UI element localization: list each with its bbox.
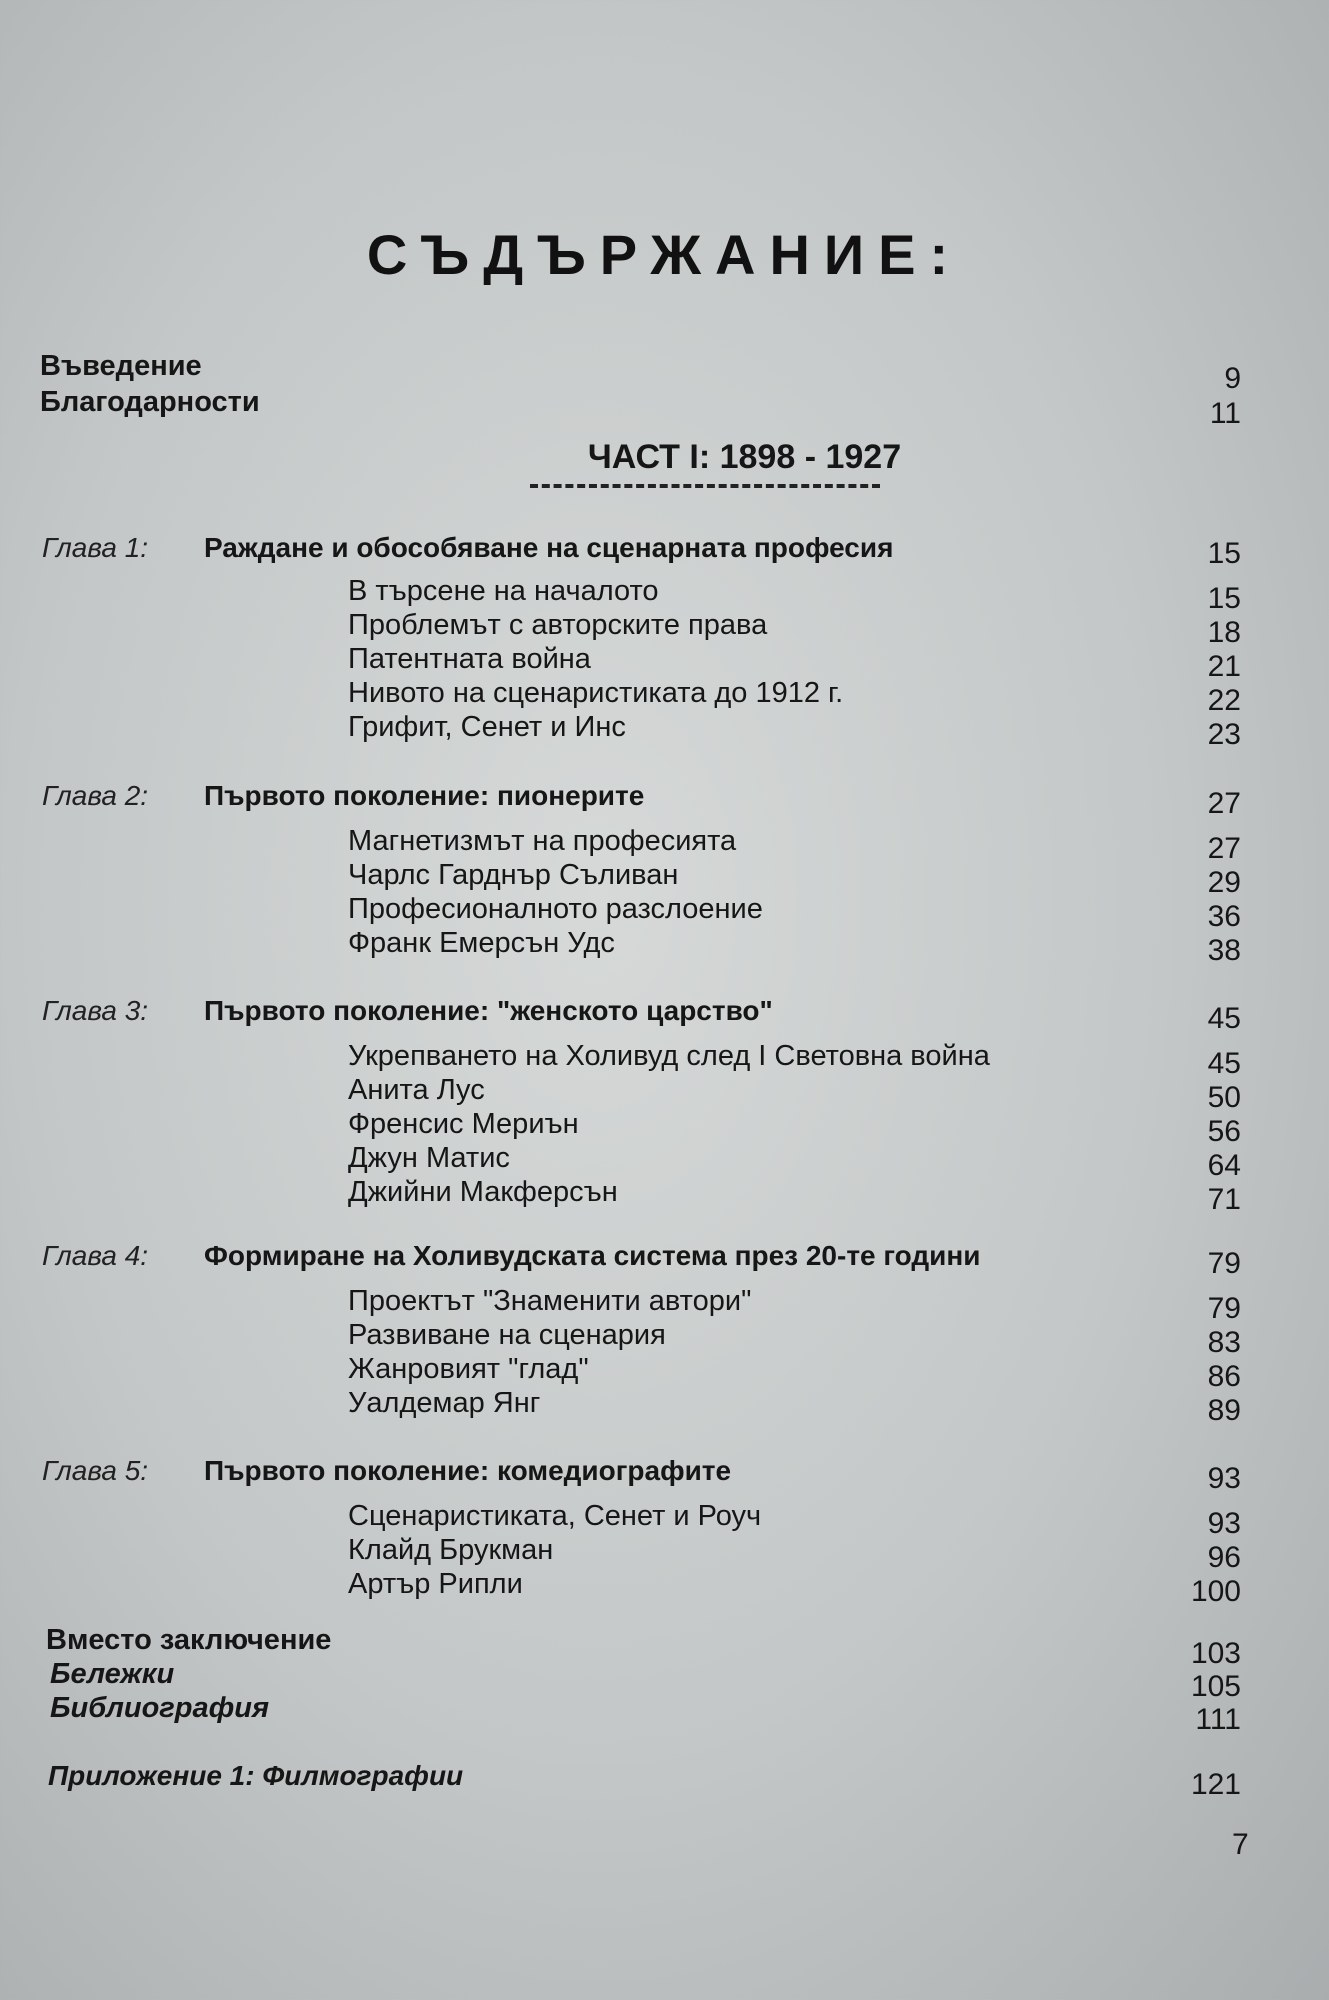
section-title: Джийни Макферсън [348,1176,618,1208]
section-title: Нивото на сценаристиката до 1912 г. [348,677,844,709]
section-page: 45 [1207,1047,1241,1080]
section-title: Клайд Брукман [348,1534,554,1566]
toc-back-label: Бележки [50,1658,175,1690]
toc-back-page: 103 [1190,1637,1241,1670]
chapter-page: 15 [1207,537,1241,570]
toc-front-label: Въведение [40,350,202,382]
toc-appendix-label: Приложение 1: Филмографии [48,1760,464,1791]
section-page: 56 [1207,1115,1241,1148]
section-page: 86 [1207,1360,1241,1393]
section-title: Артър Рипли [348,1568,523,1600]
section-page: 96 [1207,1541,1241,1574]
section-page: 83 [1207,1326,1241,1359]
chapter-title: Първото поколение: комедиографите [204,1455,732,1486]
chapter-title: Раждане и обособяване на сценарната професия [204,532,894,563]
toc-front-page: 9 [1224,362,1241,395]
section-title: Развиване на сценария [348,1319,666,1351]
toc-back-page: 105 [1190,1670,1241,1703]
chapter-page: 27 [1207,787,1241,820]
toc-back-label: Вместо заключение [46,1624,332,1656]
section-title: В търсене на началото [348,575,659,607]
section-title: Професионалното разслоение [348,893,763,925]
section-page: 89 [1207,1394,1241,1427]
section-page: 71 [1207,1183,1241,1216]
toc-back-label: Библиография [50,1692,270,1724]
section-title: Магнетизмът на професията [348,825,737,857]
section-title: Сценаристиката, Сенет и Роуч [348,1500,762,1532]
section-title: Чарлс Гарднър Съливан [348,859,679,891]
section-title: Джун Матис [348,1142,510,1174]
section-title: Проектът "Знаменити автори" [348,1285,752,1317]
chapter-label: Глава 4: [42,1240,149,1271]
section-title: Патентната война [348,643,591,675]
chapter-page: 93 [1207,1462,1241,1495]
chapter-title: Формиране на Холивудската система през 20-те години [204,1240,981,1271]
toc-appendix-page: 121 [1190,1768,1241,1801]
section-title: Уалдемар Янг [348,1387,541,1419]
section-page: 22 [1207,684,1241,717]
chapter-page: 79 [1207,1247,1241,1280]
section-page: 15 [1207,582,1241,615]
section-title: Френсис Мериън [348,1108,579,1140]
chapter-label: Глава 2: [42,780,149,811]
section-page: 100 [1190,1575,1241,1608]
section-page: 36 [1207,900,1241,933]
section-page: 23 [1207,718,1241,751]
section-title: Жанровият "глад" [348,1353,589,1385]
chapter-page: 45 [1207,1002,1241,1035]
section-title: Проблемът с авторските права [348,609,768,641]
section-title: Анита Лус [348,1074,485,1106]
page-number: 7 [1232,1828,1249,1861]
part-heading: ЧАСТ I: 1898 - 1927 [587,438,902,476]
section-page: 38 [1207,934,1241,967]
section-page: 50 [1207,1081,1241,1114]
section-page: 29 [1207,866,1241,899]
part-underline [530,484,880,488]
section-page: 64 [1207,1149,1241,1182]
chapter-label: Глава 1: [42,532,149,563]
chapter-title: Първото поколение: пионерите [204,780,645,811]
toc-front-page: 11 [1209,397,1241,430]
chapter-title: Първото поколение: "женското царство" [204,995,773,1026]
section-page: 79 [1207,1292,1241,1325]
toc-front-label: Благодарности [40,386,260,418]
section-title: Грифит, Сенет и Инс [348,711,626,743]
page-title: СЪДЪРЖАНИЕ: [366,223,963,286]
section-title: Укрепването на Холивуд след I Световна война [348,1040,990,1072]
section-page: 21 [1207,650,1241,683]
section-page: 93 [1207,1507,1241,1540]
section-page: 18 [1207,616,1241,649]
chapter-label: Глава 5: [42,1455,149,1486]
section-title: Франк Емерсън Удс [348,927,615,959]
chapter-label: Глава 3: [42,995,149,1026]
toc-back-page: 111 [1195,1703,1241,1736]
section-page: 27 [1207,832,1241,865]
